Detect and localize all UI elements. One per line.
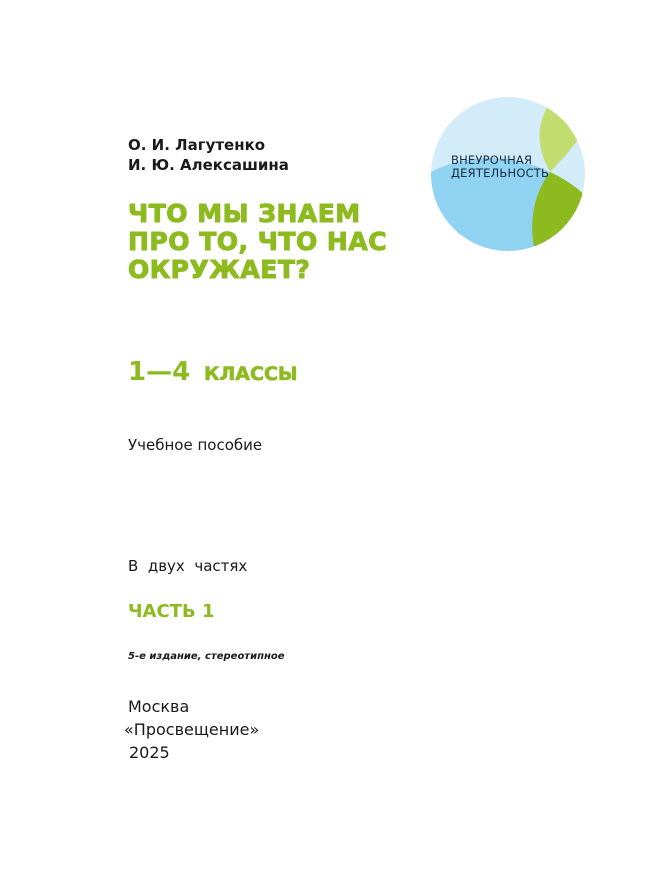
publication-year: 2025 bbox=[129, 743, 170, 762]
publisher-city: Москва bbox=[128, 697, 190, 716]
title-line-3: ОКРУЖАЕТ? bbox=[128, 255, 311, 284]
badge-text-line-2: ДЕЯТЕЛЬНОСТЬ bbox=[451, 166, 550, 180]
edition-note: 5-е издание, стереотипное bbox=[128, 651, 285, 662]
title-line-2: ПРО ТО, ЧТО НАС bbox=[128, 227, 388, 256]
author-1: О. И. Лагутенко bbox=[128, 136, 266, 154]
part-number: ЧАСТЬ 1 bbox=[128, 601, 215, 622]
publisher-name: «Просвещение» bbox=[124, 720, 260, 739]
parts-note: В двух частях bbox=[128, 557, 248, 575]
badge-text-line-1: ВНЕУРОЧНАЯ bbox=[451, 153, 533, 167]
grades-label: КЛАССЫ bbox=[204, 363, 298, 385]
title-line-1: ЧТО МЫ ЗНАЕМ bbox=[128, 199, 361, 228]
author-2: И. Ю. Алексашина bbox=[128, 156, 289, 174]
grades-range: 1—4 bbox=[128, 357, 191, 387]
book-type: Учебное пособие bbox=[128, 436, 263, 454]
